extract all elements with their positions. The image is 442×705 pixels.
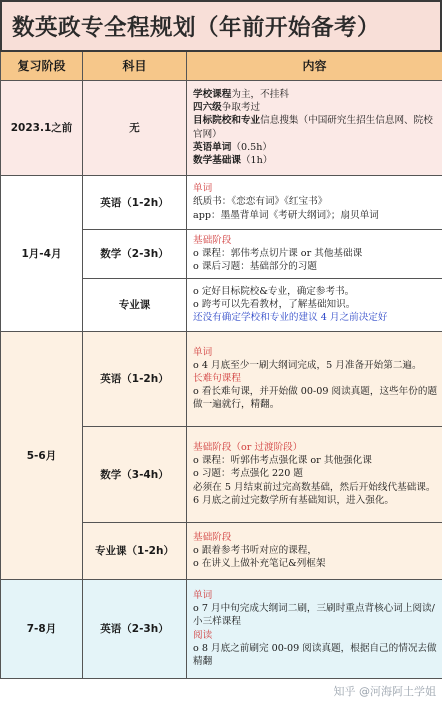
table-header-row [1,51,442,80]
content-cell: 基础阶段 o 跟着参考书听对应的课程， o 在讲义上做补充笔记&列框架 [187,522,442,579]
subject-cell: 数学（3-4h） [83,426,187,522]
subject-cell: 英语（1-2h） [83,175,187,229]
plan-table [0,50,442,679]
header-subject: 科目 [83,51,187,80]
subject-cell: 数学（2-3h） [83,229,187,278]
content-cell: o 定好目标院校&专业，确定参考书。 o 跨考可以先看教材，了解基础知识。 还没有确定学校和专业的建议 4 月之前决定好 [187,278,442,331]
subject-cell: 英语（1-2h） [83,331,187,426]
table-row [1,175,442,229]
content-cell: 学校课程为主，不挂科 四六级争取考过 目标院校和专业信息搜集（中国研究生招生信息网、院校官网） 英语单词（0.5h） 数学基础课（1h） [187,80,442,175]
subject-cell: 英语（2-3h） [83,579,187,678]
stage-cell: 1月-4月 [1,175,83,331]
subject-cell: 专业课（1-2h） [83,522,187,579]
header-content: 内容 [187,51,442,80]
header-stage: 复习阶段 [1,51,83,80]
content-cell: 单词 o 4 月底至少一刷大纲词完成，5 月准备开始第二遍。 长难句课程 o 看长难句课，并开始做 00-09 阅读真题，这些年份的题做一遍就行，精翻。 [187,331,442,426]
subject-cell: 无 [83,80,187,175]
table-row [1,331,442,426]
stage-cell: 5-6月 [1,331,83,579]
content-cell: 单词 纸质书：《恋恋有词》《红宝书》 app：墨墨背单词《考研大纲词》；扇贝单词 [187,175,442,229]
content-cell: 基础阶段（or 过渡阶段） o 课程：听郭伟考点强化课 or 其他强化课 o 习题：考点强化 220 题 必须在 5 月结束前过完高数基础，然后开始线代基础课。 6 月底之前过完数学所有基础知识，进入强化。 [187,426,442,522]
stage-cell: 2023.1之前 [1,80,83,175]
table-row [1,579,442,678]
content-cell: 单词 o 7 月中旬完成大纲词二刷，三刷时重点背核心词上阅读/小三样课程 阅读 o 8 月底之前刷完 00-09 阅读真题，根据自己的情况去做精翻 [187,579,442,678]
stage-cell: 7-8月 [1,579,83,678]
table-row [1,80,442,175]
watermark-text: 知乎 @河海阿土学姐 [333,685,436,698]
subject-cell: 专业课 [83,278,187,331]
page-title: 数英政专全程规划（年前开始备考） [0,0,442,50]
content-cell: 基础阶段 o 课程：郭伟考点切片课 or 其他基础课 o 课后习题：基础部分的习题 [187,229,442,278]
